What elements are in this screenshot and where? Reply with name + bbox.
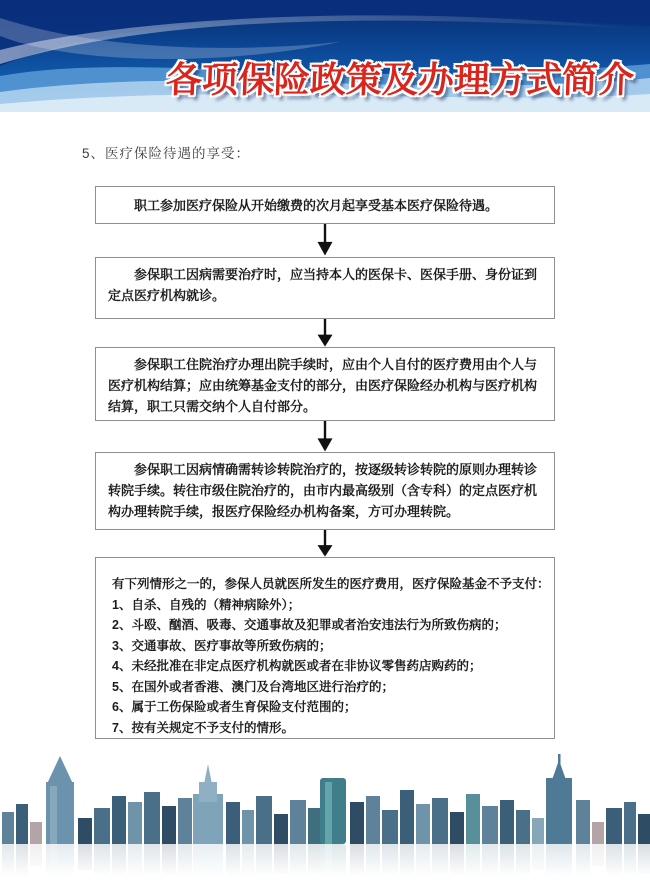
exclusion-item: 3、交通事故、医疗事故等所致伤病的； <box>112 638 332 653</box>
banner <box>0 0 650 112</box>
flow-step-box-1 <box>95 186 555 224</box>
section-heading: 5、医疗保险待遇的享受： <box>82 146 251 161</box>
exclusions-intro: 有下列情形之一的，参保人员就医所发生的医疗费用，医疗保险基金不予支付： <box>112 577 550 591</box>
flow-arrow-down-icon <box>316 530 334 557</box>
flow-step-box-4 <box>95 452 555 530</box>
exclusion-item: 5、在国外或者香港、澳门及台湾地区进行治疗的； <box>112 679 394 694</box>
exclusions-box <box>95 557 555 739</box>
exclusion-item: 6、属于工伤保险或者生育保险支付范围的； <box>112 700 357 714</box>
flow-step-text: 参保职工住院治疗办理出院手续时，应由个人自付的医疗费用由个人与医疗机构结算；应由统筹基金支付的部分，由医疗保险经办机构与医疗机构结算，职工只需交纳个人自付部分。 <box>108 357 538 414</box>
flow-step-box-2 <box>95 257 555 319</box>
flow-arrow-down-icon <box>316 224 334 256</box>
exclusion-item: 1、自杀、自残的（精神病除外）； <box>112 597 301 612</box>
flow-arrow-down-icon <box>316 421 334 452</box>
exclusion-item: 4、未经批准在非定点医疗机构就医或者在非协议零售药店购药的； <box>112 659 482 673</box>
flow-step-text: 职工参加医疗保险从开始缴费的次月起享受基本医疗保险待遇。 <box>134 198 499 213</box>
flow-step-text: 参保职工因病需要治疗时，应当持本人的医保卡、医保手册、身份证到定点医疗机构就诊。 <box>108 267 538 303</box>
exclusion-item: 2、斗殴、酗酒、吸毒、交通事故及犯罪或者治安违法行为所致伤病的； <box>112 618 507 632</box>
exclusion-item: 7、按有关规定不予支付的情形。 <box>112 720 294 735</box>
flow-arrow-down-icon <box>316 319 334 347</box>
flow-step-box-3 <box>95 347 555 421</box>
flow-step-text: 参保职工因病情确需转诊转院治疗的，按逐级转诊转院的原则办理转诊转院手续。转往市级住院治疗的，由市内最高级别（含专科）的定点医疗机构办理转院手续，报医疗保险经办机构备案，方可办理转院。 <box>108 462 538 519</box>
page-title: 各项保险政策及办理方式简介 <box>165 59 635 100</box>
city-skyline-illustration <box>0 752 650 882</box>
